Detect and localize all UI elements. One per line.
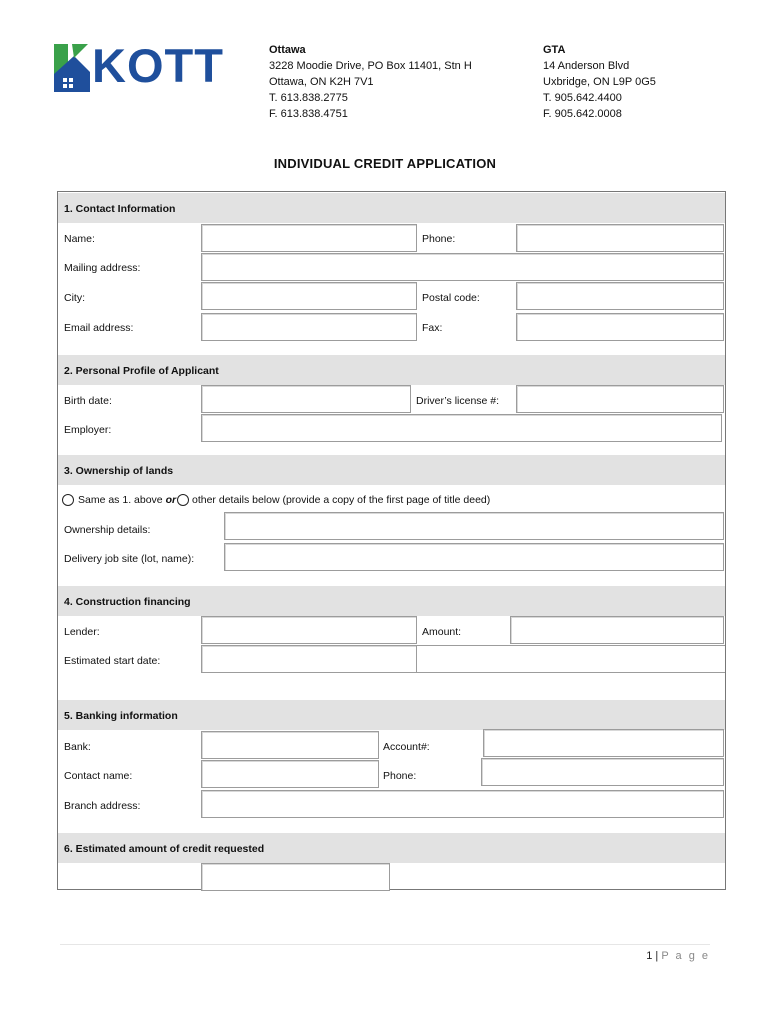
employer-label: Employer: xyxy=(64,424,112,436)
amount-field[interactable] xyxy=(510,616,724,644)
section-personal-profile-header: 2. Personal Profile of Applicant xyxy=(58,355,725,385)
kott-logo xyxy=(54,39,224,92)
account-field[interactable] xyxy=(483,729,724,757)
contact-name-field[interactable] xyxy=(201,760,379,788)
contact-name-label: Contact name: xyxy=(64,770,133,782)
lender-field[interactable] xyxy=(201,616,417,644)
phone-field[interactable] xyxy=(516,224,724,252)
account-label: Account#: xyxy=(383,741,430,753)
name-label: Name: xyxy=(64,233,95,245)
gta-address-block xyxy=(543,42,656,122)
bank-phone-field[interactable] xyxy=(481,758,724,786)
ownership-details-label: Ownership details: xyxy=(64,524,151,536)
page-number-footer xyxy=(600,950,710,962)
same-as-above-radio[interactable] xyxy=(62,494,74,506)
page-number: 1 xyxy=(646,950,653,962)
estimated-credit-amount-field[interactable] xyxy=(201,863,390,891)
postal-code-field[interactable] xyxy=(516,282,724,310)
fax-label: Fax: xyxy=(422,322,443,334)
ownership-details-field[interactable] xyxy=(224,512,724,540)
estimated-start-date-label: Estimated start date: xyxy=(64,655,161,667)
amount-label: Amount: xyxy=(422,626,462,638)
delivery-job-site-field[interactable] xyxy=(224,543,724,571)
bank-phone-label: Phone: xyxy=(383,770,417,782)
start-date-spacer xyxy=(417,645,725,673)
section-construction-financing-header: 4. Construction financing xyxy=(58,586,725,616)
city-label: City: xyxy=(64,292,85,304)
name-field[interactable] xyxy=(201,224,417,252)
lender-label: Lender: xyxy=(64,626,100,638)
section-estimated-credit-header: 6. Estimated amount of credit requested xyxy=(58,833,725,863)
same-as-above-text: Same as 1. above xyxy=(78,494,163,506)
mailing-address-field[interactable] xyxy=(201,253,724,281)
ottawa-heading: Ottawa xyxy=(269,44,306,56)
other-details-label: other details below (provide a copy of the first page of title deed) xyxy=(192,494,491,506)
drivers-license-field[interactable] xyxy=(516,385,724,413)
bank-label: Bank: xyxy=(64,741,91,753)
section-ownership-of-lands-header: 3. Ownership of lands xyxy=(58,455,725,485)
branch-address-field[interactable] xyxy=(201,790,724,818)
employer-field[interactable] xyxy=(201,414,722,442)
same-as-above-label xyxy=(78,493,176,507)
drivers-license-label: Driver’s license #: xyxy=(416,395,500,407)
branch-address-label: Branch address: xyxy=(64,800,141,812)
page-word: P a g e xyxy=(661,950,710,962)
birth-date-label: Birth date: xyxy=(64,395,112,407)
ottawa-city: Ottawa, ON K2H 7V1 xyxy=(269,76,374,88)
footer-divider xyxy=(60,944,710,945)
section-banking-information-header: 5. Banking information xyxy=(58,700,725,730)
ottawa-street: 3228 Moodie Drive, PO Box 11401, Stn H xyxy=(269,60,472,72)
gta-street: 14 Anderson Blvd xyxy=(543,60,630,72)
gta-phone: T. 905.642.4400 xyxy=(543,92,622,104)
estimated-start-date-field[interactable] xyxy=(201,645,417,673)
birth-date-field[interactable] xyxy=(201,385,411,413)
form-title: INDIVIDUAL CREDIT APPLICATION xyxy=(273,156,497,171)
other-details-radio[interactable] xyxy=(177,494,189,506)
brand-wordmark: KOTT xyxy=(92,39,224,92)
mailing-address-label: Mailing address: xyxy=(64,262,141,274)
postal-code-label: Postal code: xyxy=(422,292,480,304)
delivery-job-site-label: Delivery job site (lot, name): xyxy=(64,553,195,565)
credit-application-form xyxy=(57,191,726,890)
or-text: or xyxy=(165,494,177,506)
gta-heading: GTA xyxy=(543,44,566,56)
bank-field[interactable] xyxy=(201,731,379,759)
section-contact-information-header: 1. Contact Information xyxy=(58,193,725,223)
fax-field[interactable] xyxy=(516,313,724,341)
email-address-field[interactable] xyxy=(201,313,417,341)
phone-label: Phone: xyxy=(422,233,456,245)
gta-fax: F. 905.642.0008 xyxy=(543,108,622,120)
house-logo-icon xyxy=(54,44,94,92)
ottawa-phone: T. 613.838.2775 xyxy=(269,92,348,104)
ottawa-fax: F. 613.838.4751 xyxy=(269,108,348,120)
city-field[interactable] xyxy=(201,282,417,310)
email-address-label: Email address: xyxy=(64,322,134,334)
page-separator: | xyxy=(655,950,659,962)
gta-city: Uxbridge, ON L9P 0G5 xyxy=(543,76,656,88)
ottawa-address-block xyxy=(269,42,472,122)
